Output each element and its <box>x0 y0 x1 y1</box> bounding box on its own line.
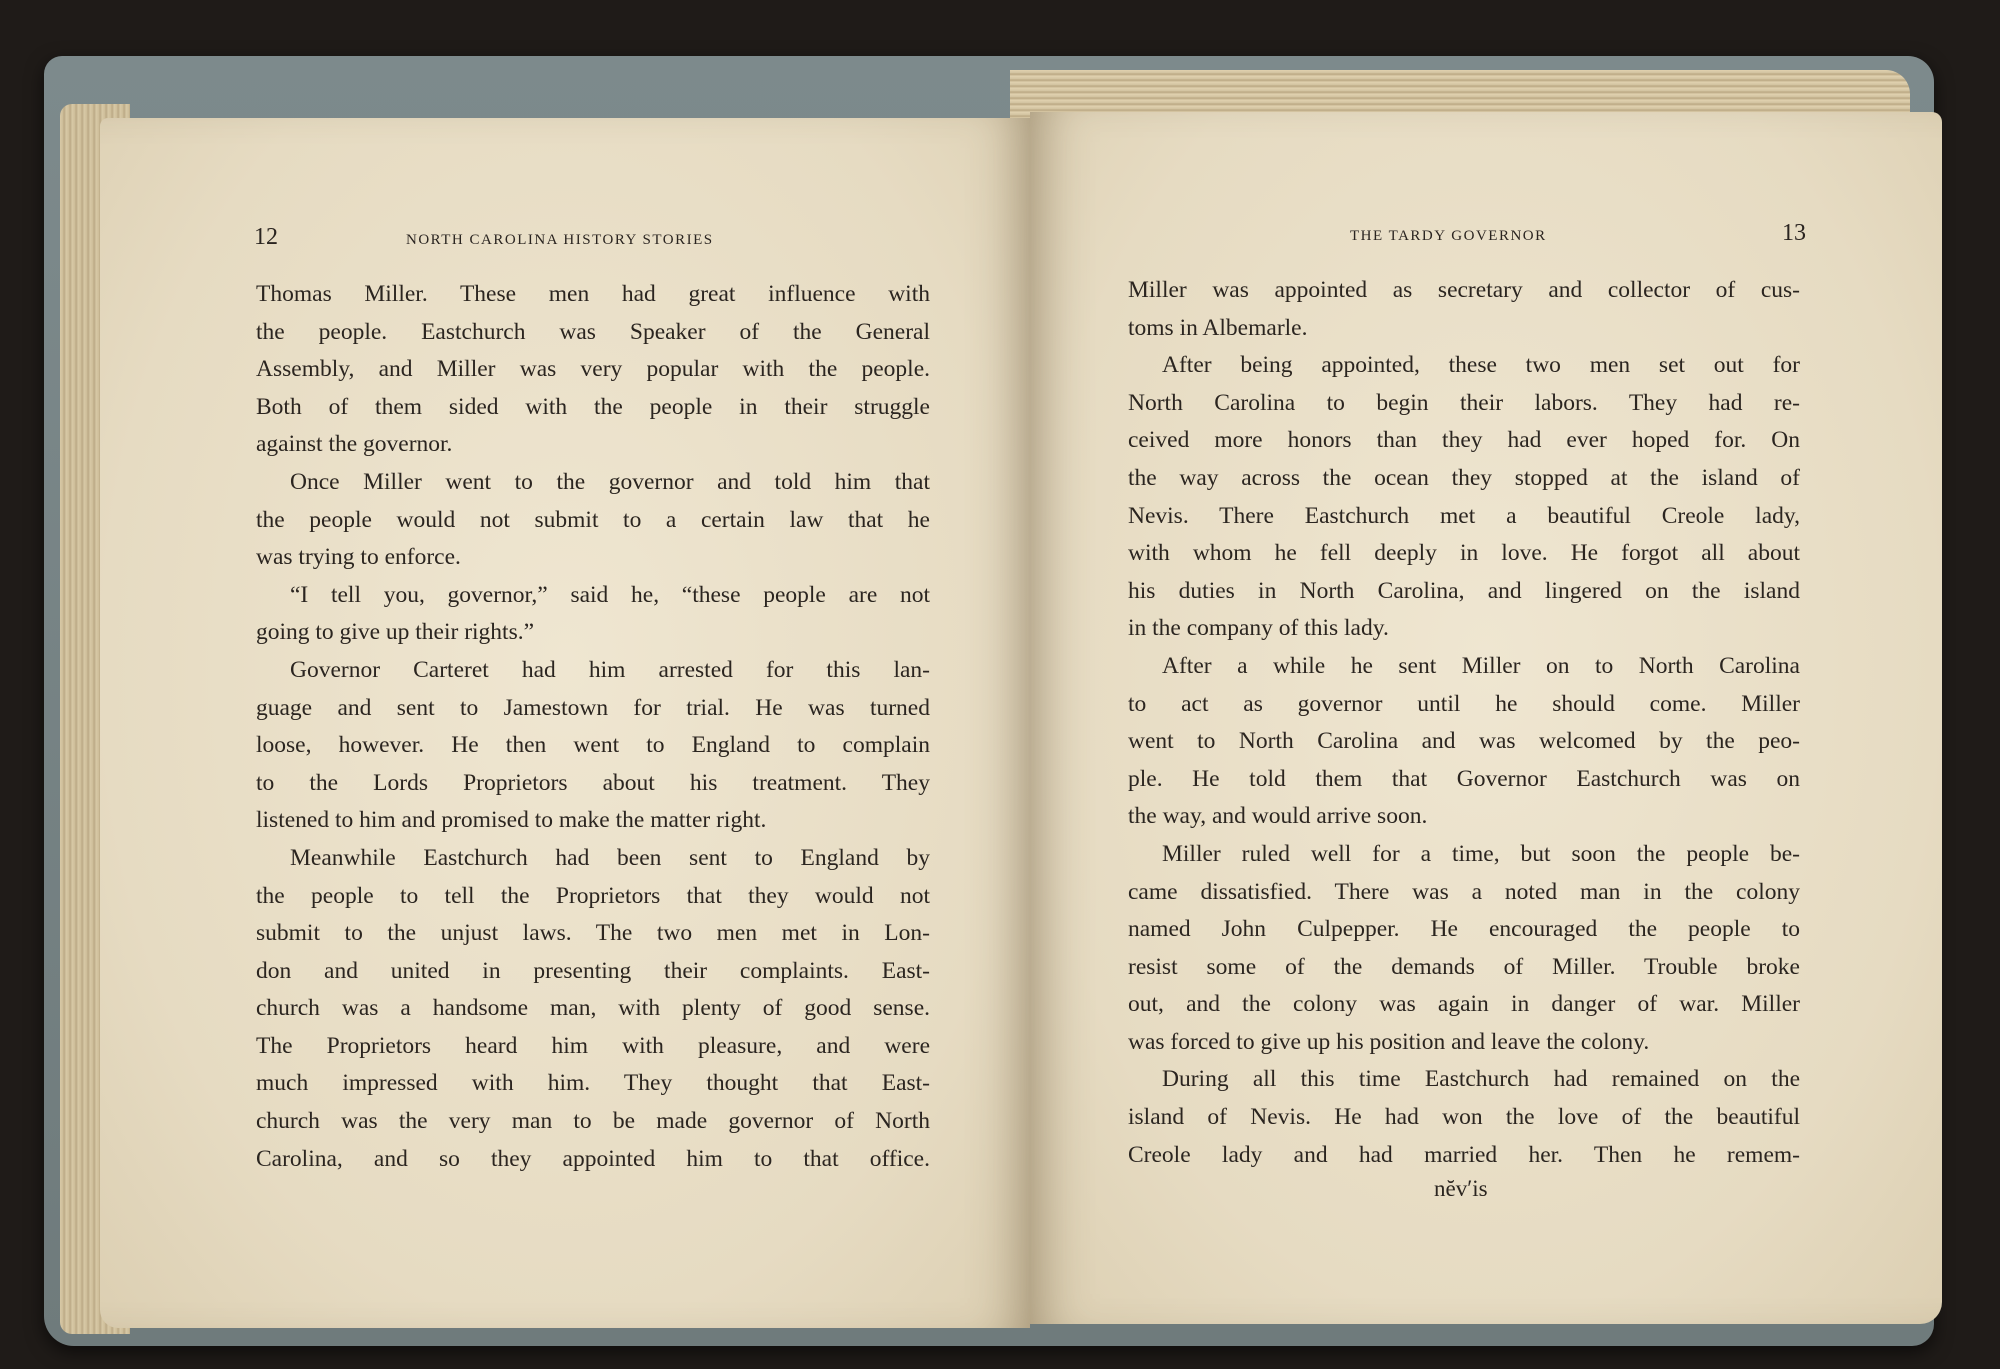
text-line: submit to the unjust laws. The two men met in Lon- <box>256 920 930 947</box>
text-line: Once Miller went to the governor and told him that <box>290 468 930 495</box>
text-line: in the company of this lady. <box>1128 615 1389 642</box>
text-line: After being appointed, these two men set out for <box>1162 352 1800 379</box>
left-page <box>100 118 1030 1328</box>
text-line: Meanwhile Eastchurch had been sent to England by <box>290 844 930 871</box>
text-line: was trying to enforce. <box>256 544 461 571</box>
text-line: ple. He told them that Governor Eastchurch was on <box>1128 765 1800 792</box>
text-line: Nevis. There Eastchurch met a beautiful Creole lady, <box>1128 502 1800 529</box>
text-line: Miller was appointed as secretary and collector of cus- <box>1128 277 1800 303</box>
text-line: resist some of the demands of Miller. Trouble broke <box>1128 953 1800 980</box>
running-head: NORTH CAROLINA HISTORY STORIES <box>406 232 714 248</box>
text-line: During all this time Eastchurch had remained on the <box>1162 1066 1800 1093</box>
text-line: Assembly, and Miller was very popular with the people. <box>256 356 930 383</box>
text-line: listened to him and promised to make the matter right. <box>256 807 767 834</box>
text-line: went to North Carolina and was welcomed by the peo- <box>1128 728 1800 755</box>
pronunciation-footnote: nĕv′is <box>1434 1176 1488 1201</box>
text-line: against the governor. <box>256 431 453 458</box>
text-line: Miller ruled well for a time, but soon the people be- <box>1162 840 1800 867</box>
text-line: Governor Carteret had him arrested for this lan- <box>290 656 930 683</box>
text-line: the people would not submit to a certain law that he <box>256 506 930 533</box>
text-line: was forced to give up his position and leave the colony. <box>1128 1028 1650 1055</box>
page-body <box>1128 272 1800 1174</box>
running-head: THE TARDY GOVERNOR <box>1350 228 1547 244</box>
text-line: “I tell you, governor,” said he, “these people are not <box>290 581 930 608</box>
text-line: much impressed with him. They thought that East- <box>256 1070 930 1097</box>
text-line: North Carolina to begin their labors. They had re- <box>1128 389 1800 416</box>
text-line: Creole lady and had married her. Then he remem- <box>1128 1141 1800 1168</box>
text-line: Both of them sided with the people in their struggle <box>256 393 930 420</box>
page-number: 12 <box>254 224 278 250</box>
text-line: church was a handsome man, with plenty of good sense. <box>256 995 930 1022</box>
text-line: out, and the colony was again in danger of war. Miller <box>1128 991 1800 1018</box>
text-line: the people. Eastchurch was Speaker of the General <box>256 318 930 345</box>
text-line: ceived more honors than they had ever hoped for. On <box>1128 427 1800 454</box>
text-line: with whom he fell deeply in love. He forgot all about <box>1128 540 1800 567</box>
text-line: loose, however. He then went to England to complain <box>256 732 930 759</box>
text-line: toms in Albemarle. <box>1128 314 1308 341</box>
text-line: the people to tell the Proprietors that they would not <box>256 882 930 909</box>
text-line: going to give up their rights.” <box>256 619 535 646</box>
text-line: After a while he sent Miller on to North Carolina <box>1162 652 1800 679</box>
text-line: guage and sent to Jamestown for trial. He was turned <box>256 694 930 721</box>
text-line: Thomas Miller. These men had great influence with <box>256 281 930 307</box>
right-page <box>1030 112 1942 1324</box>
text-line: church was the very man to be made governor of North <box>256 1108 930 1135</box>
text-line: named John Culpepper. He encouraged the people to <box>1128 916 1800 943</box>
text-line: came dissatisfied. There was a noted man in the colony <box>1128 878 1800 905</box>
text-line: to the Lords Proprietors about his treatment. They <box>256 769 930 796</box>
text-line: Carolina, and so they appointed him to that office. <box>256 1145 930 1172</box>
text-line: The Proprietors heard him with pleasure, and were <box>256 1032 930 1059</box>
page-body <box>256 276 930 1178</box>
text-line: the way across the ocean they stopped at the island of <box>1128 464 1800 491</box>
text-line: island of Nevis. He had won the love of the beautiful <box>1128 1104 1800 1131</box>
text-line: don and united in presenting their complaints. East- <box>256 957 930 984</box>
text-line: the way, and would arrive soon. <box>1128 803 1428 830</box>
page-number: 13 <box>1782 220 1806 246</box>
text-line: his duties in North Carolina, and lingered on the island <box>1128 577 1800 604</box>
text-line: to act as governor until he should come. Miller <box>1128 690 1800 717</box>
